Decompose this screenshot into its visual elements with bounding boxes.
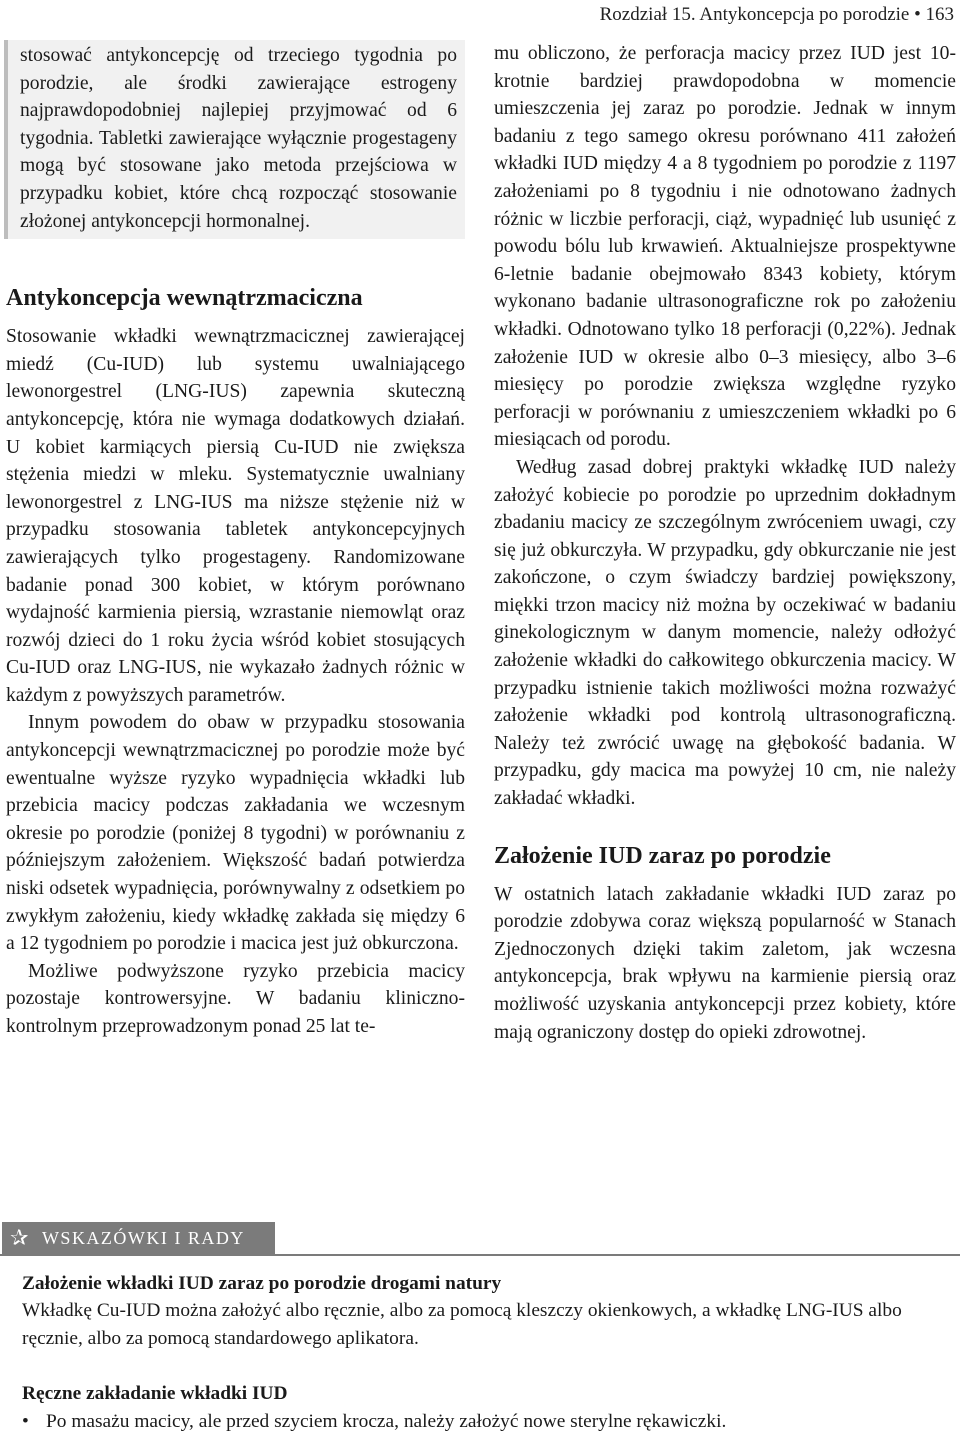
tips-text: Wkładkę Cu-IUD można założyć albo ręcznie, albo za pomocą kleszczy okienkowych, a wkładkę LNG-IUS albo ręcznie, albo za pomocą standardowego aplikatora. (22, 1300, 902, 1349)
tips-body (0, 1256, 960, 1435)
body-paragraph: Innym powodem do obaw w przypadku stosowania antykoncepcji wewnątrzmacicznej po porodzie może być ewentualne wyższe ryzyko wypadnięcia wkładki lub przebicia macicy podczas zakładania we wczesnym okresie po porodzie (poniżej 8 tygodni) w porównaniu z późniejszym założeniem. Większość badań potwierdza niski odsetek wypadnięcia, porównywalny z odsetkiem po zwykłym założeniu, kiedy wkładkę zakłada się między 6 a 12 tygodniem po porodzie i macica jest już obkurczona. (6, 712, 465, 955)
body-paragraph: Stosowanie wkładki wewnątrzmacicznej zawierającej miedź (Cu-IUD) lub systemu uwalniającego lewonorgestrel (LNG-IUS) zapewnia skuteczną antykoncepcję, która nie wymaga dodatkowych działań. U kobiet karmiących piersią Cu-IUD nie zwiększa stężenia miedzi w mleku. Systematycznie uwalniany lewonorgestrel z LNG-IUS ma niższe stężenie niż w przypadku stosowania tabletek antykoncepcyjnych zawierających tylko progestageny. Randomizowane badanie ponad 300 kobiet, w którym porównano wydajność karmienia piersią, wzrastanie niemowląt oraz rozwój dzieci do 1 roku życia wśród kobiet stosujących Cu-IUD oraz LNG-IUS, nie wykazało żadnych różnic w każdym z powyższych parametrów. (6, 326, 465, 706)
list-item (22, 1408, 944, 1435)
section-heading-iud: Antykoncepcja wewnątrzmaciczna (6, 285, 363, 312)
list-item-text: Po masażu macicy, ale przed szyciem krocza, należy założyć nowe sterylne rękawiczki. (46, 1410, 727, 1432)
body-paragraph: mu obliczono, że perforacja macicy przez IUD jest 10-krotnie bardziej prawdopodobna w momencie umieszczenia jej zaraz po porodzie. Jednak w innym badaniu z tego samego okresu porównano 411 założeń wkładki IUD między 4 a 8 tygodniem po porodzie z 1197 założeniami po 8 tygodniu i nie odnotowano żadnych różnic w liczbie perforacji, ciąż, wypadnięć lub usunięć z powodu bólu lub krwawień. Aktualniejsze prospektywne 6-letnie badanie obejmowało 8343 kobiety, którym wykonano badanie ultrasonograficzne rok po założeniu wkładki. Odnotowano tylko 18 perforacji (0,22%). Jednak założenie IUD w okresie albo 0–3 miesięcy, albo 3–6 miesięcy po porodzie zwiększa względne ryzyko perforacji w porównaniu z umieszczeniem wkładki po 6 miesiącach od porodu. (494, 43, 956, 451)
star-icon: ✰ (10, 1225, 30, 1250)
body-paragraph: Możliwe podwyższone ryzyko przebicia macicy pozostaje kontrowersyjne. W badaniu kliniczno-kontrolnym przeprowadzonym ponad 25 lat te- (6, 960, 465, 1037)
tips-label: WSKAZÓWKI I RADY (41, 1227, 245, 1248)
intro-paragraph: stosować antykoncepcję od trzeciego tygodnia po porodzie, ale środki zawierające estrogeny najprawdopodobniej najlepiej przyjmować od 6 tygodnia. Tabletki zawierające wyłącznie progestageny mogą być stosowane jako metoda przejściowa w przypadku kobiet, które chcą rozpocząć stosowanie złożonej antykoncepcji hormonalnej. (4, 40, 465, 239)
running-head: Rozdział 15. Antykoncepcja po porodzie • 163 (599, 4, 954, 25)
tips-subheading: Ręczne zakładanie wkładki IUD (22, 1383, 288, 1405)
bullet-icon: • (22, 1410, 29, 1432)
left-column (6, 40, 465, 1041)
body-paragraph: Według zasad dobrej praktyki wkładkę IUD należy założyć kobiecie po porodzie po uprzednim dokładnym zbadaniu macicy ze szczególnym zwróceniem uwagi, czy się już obkurczyła. W przypadku, gdy obkurczanie nie jest zakończone, o czym świadczy bardziej powiększony, miękki trzon macicy niż można by oczekiwać w badaniu ginekologicznym w danym momencie, należy odłożyć założenie wkładki do całkowitego obkurczenia macicy. W przypadku istnienie takich możliwości można rozważyć założenie wkładki pod kontrolą ultrasonograficzną. Należy też zwrócić uwagę na głębokość badania. W przypadku, gdy macica ma powyżej 10 cm, nie należy zakładać wkładki. (494, 456, 956, 810)
tips-bullet-list (22, 1408, 944, 1435)
body-paragraph: W ostatnich latach zakładanie wkładki IUD zaraz po porodzie zdobywa coraz większą popularność w Stanach Zjednoczonych dzięki takim zaletom, jak wczesna antykoncepcja, brak wpływu na karmienie piersią oraz możliwość uzyskania antykoncepcji przez kobiety, które mają ograniczony dostęp do opieki zdrowotnej. (494, 883, 956, 1043)
section-heading-postpartum-iud: Założenie IUD zaraz po porodzie (494, 842, 831, 869)
tips-heading: Założenie wkładki IUD zaraz po porodzie drogami natury (22, 1273, 502, 1294)
right-column (494, 40, 956, 1046)
tips-box (0, 1222, 960, 1435)
tips-header (2, 1222, 275, 1254)
